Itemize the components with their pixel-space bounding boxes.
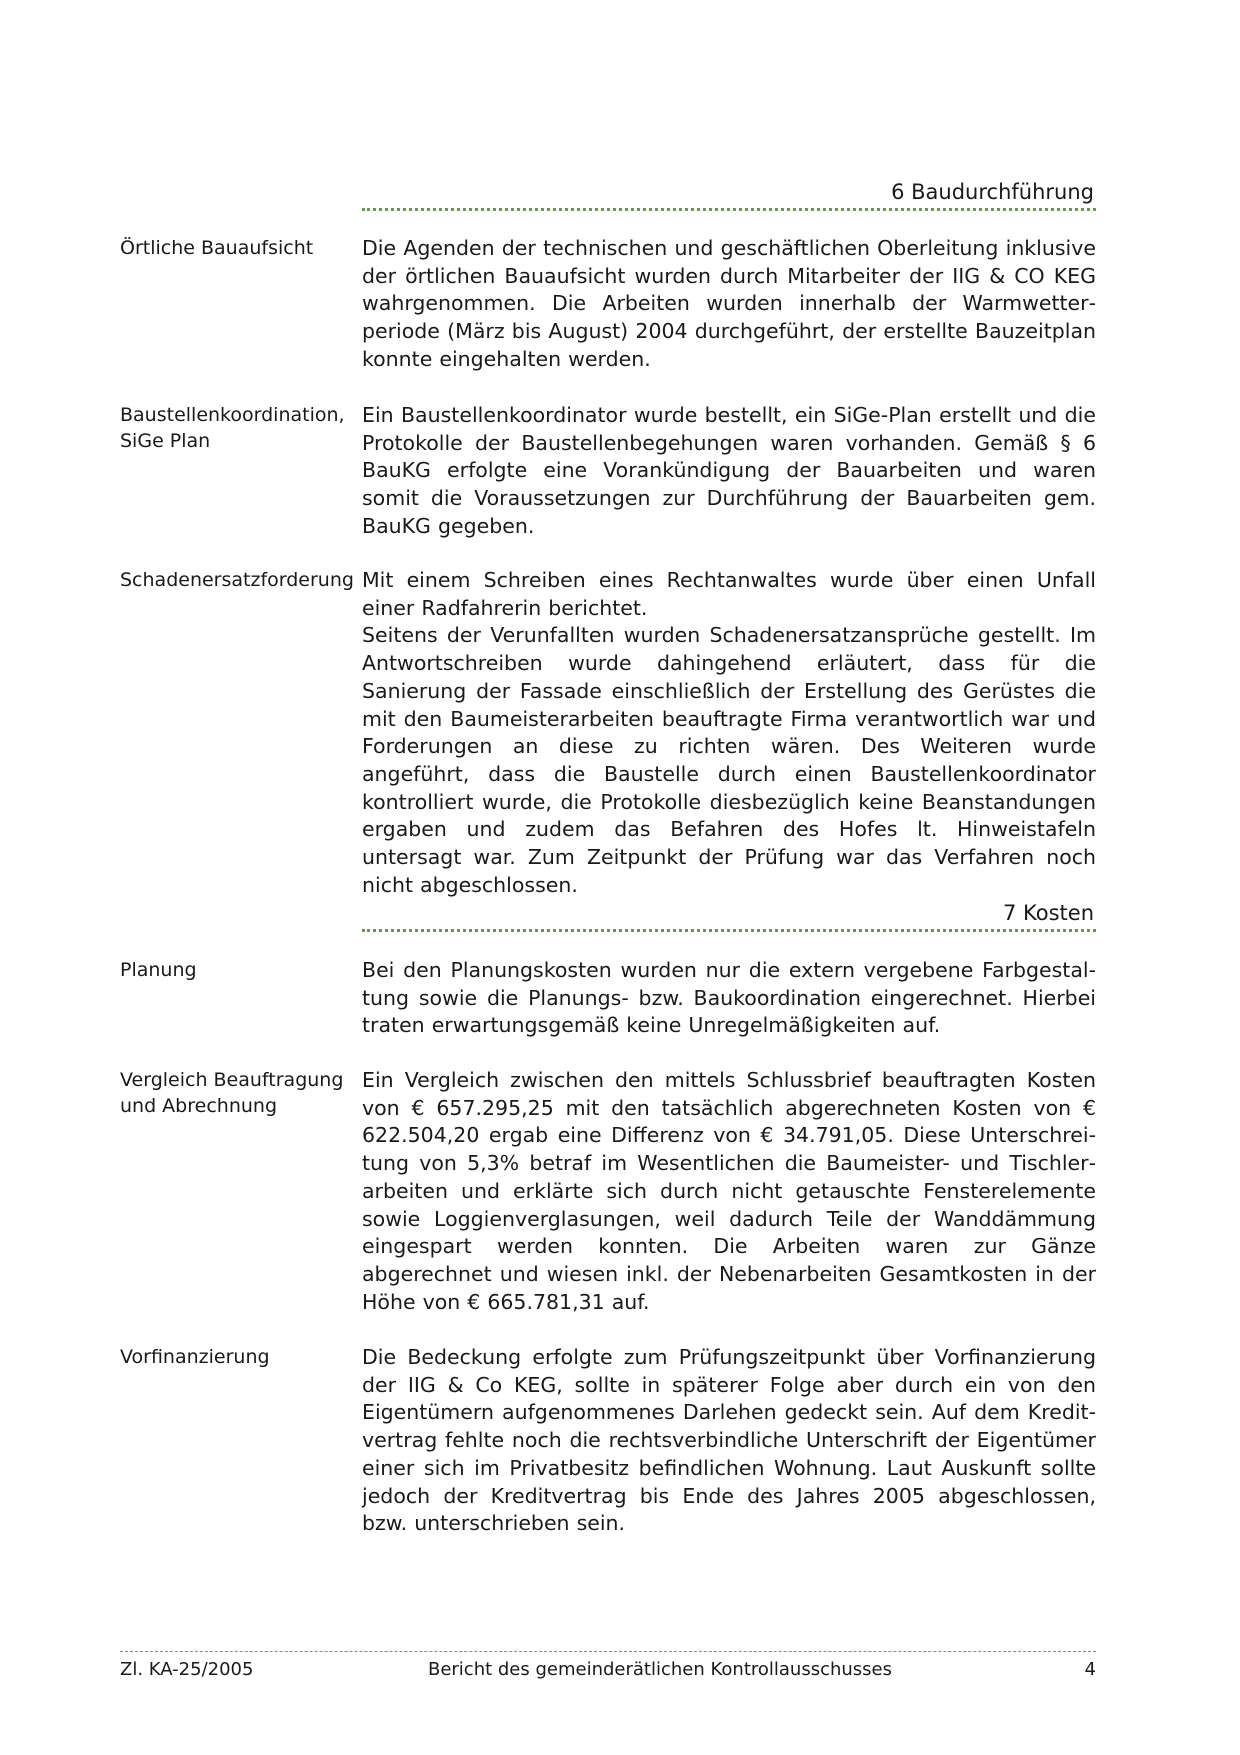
side-label-vergleich: Vergleich Beauftragung und Abrechnung [120, 1069, 344, 1117]
side-label-planung: Planung [120, 959, 197, 981]
side-label-oertliche-bauaufsicht: Örtliche Bauaufsicht [120, 237, 314, 259]
side-label-schadenersatzforderung: Schadenersatzforderung [120, 569, 354, 591]
page-number: 4 [1084, 1659, 1096, 1680]
paragraph-text: Bei den Planungskosten wurden nur die extern vergebene Farbgestaltung sowie die Planungs- bzw. Baukoordination eingerechnet. Hierbei traten erwartungsgemäß keine Unregelmäßigkeiten auf. [362, 958, 1096, 1038]
paragraph-text: Ein Vergleich zwischen den mittels Schlussbrief beauftragten Kosten von € 657.295,25 mit den tatsächlich abgerechneten Kosten von € 622.504,20 ergab eine Differenz von € 34.791,05. Diese Unterschreitung von 5,3% betraf im Wesentlichen die Baumeister- und Tischlerarbeiten und erklärte sich durch nicht getauschte Fensterelemente sowie Loggienverglasungen, weil dadurch Teile der Wanddämmung eingespart werden konnten. Die Arbeiten waren zur Gänze abgerechnet und wiesen inkl. der Nebenarbeiten Gesamtkosten in der Höhe von € 665.781,31 auf. [362, 1068, 1096, 1314]
side-label-baustellenkoordination: Baustellenkoordination, SiGe Plan [120, 404, 345, 452]
footer-divider [120, 1651, 1096, 1652]
section-title-baudurchfuehrung: 6 Baudurchführung [891, 180, 1094, 204]
paragraph-schadenersatzforderung [362, 567, 1096, 899]
section-divider [362, 208, 1096, 211]
paragraph-oertliche-bauaufsicht [362, 235, 1096, 374]
paragraph-text: Die Agenden der technischen und geschäftlichen Oberleitung inklusive der örtlichen Bauaufsicht wurden durch Mitarbeiter der IIG & CO KEG wahrgenommen. Die Arbeiten wurden innerhalb der Warmwetterperiode (März bis August) 2004 durchgeführt, der erstellte Bauzeitplan konnte eingehalten werden. [362, 236, 1096, 371]
paragraph-text: Mit einem Schreiben eines Rechtanwaltes wurde über einen Unfall einer Radfahrerin berichtet. [362, 568, 1096, 620]
paragraph-vorfinanzierung [362, 1344, 1096, 1538]
footer-reference: Zl. KA-25/2005 [120, 1659, 254, 1680]
paragraph-vergleich [362, 1067, 1096, 1316]
section-divider [362, 929, 1096, 932]
paragraph-baustellenkoordination [362, 402, 1096, 541]
paragraph-planung [362, 957, 1096, 1040]
paragraph-text: Die Bedeckung erfolgte zum Prüfungszeitpunkt über Vorfinanzierung der IIG & Co KEG, sollte in späterer Folge aber durch ein von den Eigentümern aufgenommenes Darlehen gedeckt sein. Auf dem Kreditvertrag fehlte noch die rechtsverbindliche Unterschrift der Eigentümer einer sich im Privatbesitz befindlichen Wohnung. Laut Auskunft sollte jedoch der Kreditvertrag bis Ende des Jahres 2005 abgeschlossen, bzw. unterschrieben sein. [362, 1345, 1096, 1536]
paragraph-text: Seitens der Verunfallten wurden Schadenersatzansprüche gestellt. Im Antwortschreiben wurde dahingehend erläutert, dass für die Sanierung der Fassade einschließlich der Erstellung des Gerüstes die mit den Baumeisterarbeiten beauftragte Firma verantwortlich war und Forderungen an diese zu richten wären. Des Weiteren wurde angeführt, dass die Baustelle durch einen Baustellenkoordinator kontrolliert wurde, die Protokolle diesbezüglich keine Beanstandungen ergaben und zudem das Befahren des Hofes lt. Hinweistafeln untersagt war. Zum Zeitpunkt der Prüfung war das Verfahren noch nicht abgeschlossen. [362, 623, 1096, 897]
side-label-vorfinanzierung: Vorfinanzierung [120, 1346, 270, 1368]
footer-title: Bericht des gemeinderätlichen Kontrollausschusses [427, 1659, 893, 1680]
paragraph-text: Ein Baustellenkoordinator wurde bestellt, ein SiGe-Plan erstellt und die Protokolle der Baustellenbegehungen waren vorhanden. Gemäß § 6 BauKG erfolgte eine Vorankündigung der Bauarbeiten und waren somit die Voraussetzungen zur Durchführung der Bauarbeiten gem. BauKG gegeben. [362, 403, 1096, 538]
section-title-kosten: 7 Kosten [1002, 901, 1094, 925]
